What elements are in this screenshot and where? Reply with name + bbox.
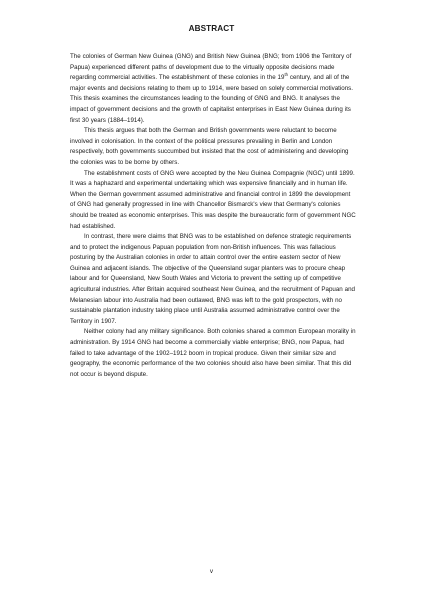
paragraph-1-text-after: century, and all of the major events and decisions relating to them up to 1914, were based on solely commercial motivations. This thesis examines the circumstances leading to the founding of GNG and BNG. It analyses the impact of government decisions and the growth of capitalist enterprises in East New Guinea during its first 30 years (1884–1914). xyxy=(70,74,353,124)
paragraph-1-text-before: The colonies of German New Guinea (GNG) and British New Guinea (BNG; from 1906 the Territory of Papua) experienced different paths of development due to the virtually opposite decisions made regarding commercial activities. The establishment of these colonies in the 19 xyxy=(70,53,352,82)
page-number: v xyxy=(209,568,214,575)
abstract-body xyxy=(70,52,356,380)
abstract-paragraph-4: In contrast, there were claims that BNG was to be established on defence strategic requirements and to protect the indigenous Papuan population from non-British influences. This was fallacious posturing by the Australian colonies in order to attain control over the entire eastern sector of New Guinea and adjacent islands. The objective of the Queensland sugar planters was to procure cheap labour and for Queensland, New South Wales and Victoria to prevent the setting up of competitive agricultural industries. After Britain acquired southeast New Guinea, and the recruitment of Papuan and Melanesian labour into Australia had been outlawed, BNG was left to the gold prospectors, with no sustainable plantation industry taking place until Australia assumed administrative control over the Territory in 1907. xyxy=(70,233,355,325)
abstract-paragraph-1 xyxy=(70,52,356,126)
abstract-paragraph-2: This thesis argues that both the German and British governments were reluctant to become involved in colonisation. In the context of the political pressures prevailing in Berlin and London respectively, both governments succumbed but insisted that the cost of administering and developing the colonies was to be borne by others. xyxy=(70,127,349,166)
abstract-paragraph-3: The establishment costs of GNG were accepted by the Neu Guinea Compagnie (NGC) until 1899. It was a haphazard and experimental undertaking which was expensive financially and in human life. When the German government assumed administrative and financial control in 1899 the development of GNG had generally progressed in line with Chancellor Bismarck's view that Germany's colonies should be treated as economic enterprises. This was despite the bureaucratic form of government NGC had established. xyxy=(70,169,356,230)
abstract-paragraph-5: Neither colony had any military significance. Both colonies shared a common European morality in administration. By 1914 GNG had become a commercially viable enterprise; BNG, now Papua, had failed to take advantage of the 1902–1912 boom in tropical produce. Given their similar size and geography, the economic performance of the two colonies should also have been similar. That this did not occur is beyond dispute. xyxy=(70,328,356,378)
abstract-title: ABSTRACT xyxy=(188,24,235,33)
ordinal-superscript: th xyxy=(284,72,288,78)
